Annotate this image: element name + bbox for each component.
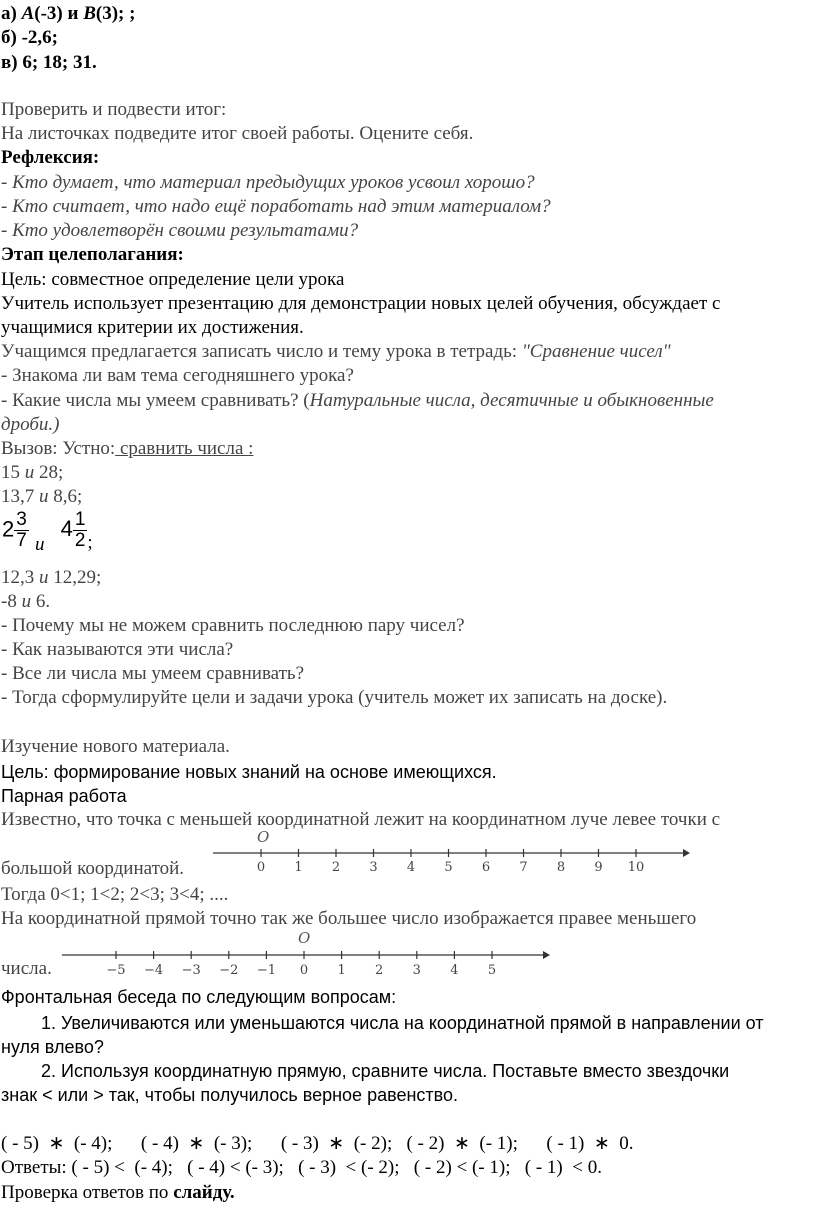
tick-label: 6: [481, 860, 491, 875]
tick-label: 0: [299, 963, 309, 978]
tick-label: 4: [450, 963, 459, 978]
pair-item: -8 и 6.: [1, 591, 51, 612]
teacher-line: учащимися критерии их достижения.: [1, 317, 304, 338]
tick-label: −4: [144, 963, 164, 978]
tick-label: 7: [519, 860, 528, 875]
tick-label: 5: [487, 963, 497, 978]
tick-label: 2: [331, 860, 341, 875]
check-title: Проверить и подвести итог:: [1, 99, 227, 120]
line-origin-label: O: [298, 929, 311, 947]
ray-origin-label: O: [257, 828, 270, 846]
tick-label: 1: [337, 963, 346, 978]
answer-c: в) 6; 18; 31.: [1, 52, 97, 73]
tick-label: 10: [627, 860, 645, 875]
known-line: Известно, что точка с меньшей координатной лежит на координатном луче левее точки с: [1, 809, 721, 830]
tick-label: 0: [256, 860, 266, 875]
frontal-title: Фронтальная беседа по следующим вопросам:: [1, 987, 397, 1007]
tick-label: −1: [256, 963, 276, 978]
answers-line: Ответы: ( - 5) < (- 4); ( - 4) < (- 3); ( - 3) < (- 2); ( - 2) < (- 1); ( - 1) < 0.: [1, 1157, 602, 1178]
answer-b: б) -2,6;: [1, 27, 58, 48]
frontal-question: 2. Используя координатную прямую, сравните числа. Поставьте вместо звездочки: [41, 1061, 730, 1081]
goal-stage-title: Этап целеполагания:: [1, 244, 184, 265]
pair-item: 12,3 и 12,29;: [1, 567, 102, 588]
goal-line: Цель: совместное определение цели урока: [1, 269, 345, 290]
frontal-question: нуля влево?: [1, 1037, 104, 1057]
check-text: На листочках подведите итог своей работы. Оцените себя.: [1, 123, 474, 144]
question-compare: - Какие числа мы умеем сравнивать? (Натуральные числа, десятичные и обыкновенные: [1, 390, 714, 411]
pair-item: 13,7 и 8,6;: [1, 486, 83, 507]
tick-label: 2: [375, 963, 384, 978]
question: - Все ли числа мы умеем сравнивать?: [1, 663, 305, 684]
reflection-item: - Кто считает, что надо ещё поработать над этим материалом?: [1, 196, 551, 217]
tick-label: −3: [181, 963, 201, 978]
question: - Почему мы не можем сравнить последнюю пару чисел?: [1, 615, 465, 636]
tick-label: 1: [294, 860, 303, 875]
tick-label: −2: [219, 963, 239, 978]
tick-label: 8: [556, 860, 566, 875]
reflection-item: - Кто удовлетворён своими результатами?: [1, 220, 359, 241]
teacher-line: Учитель использует презентацию для демонстрации новых целей обучения, обсуждает с: [1, 293, 721, 314]
check-slide-line: Проверка ответов по слайду.: [1, 1182, 235, 1203]
new-material-goal: Цель: формирование новых знаний на основе имеющихся.: [1, 762, 497, 782]
tick-label: 3: [369, 860, 378, 875]
question-compare-cont: дроби.): [1, 414, 60, 435]
answer-a: а) A(-3) и B(3); ;: [1, 3, 136, 24]
tick-label: 9: [594, 860, 603, 875]
question: - Как называются эти числа?: [1, 639, 234, 660]
then-line: Тогда 0<1; 1<2; 2<3; 3<4; ....: [1, 884, 229, 905]
line-text: На координатной прямой точно так же большее число изображается правее меньшего: [1, 908, 697, 929]
tick-label: −5: [106, 963, 126, 978]
line-text: числа.: [1, 958, 52, 979]
tick-label: 3: [412, 963, 421, 978]
frontal-question: знак < или > так, чтобы получилось верное равенство.: [1, 1085, 459, 1105]
coordinate-ray: [205, 826, 690, 876]
question-topic: - Знакома ли вам тема сегодняшнего урока?: [1, 365, 354, 386]
pair-item: 15 и 28;: [1, 462, 64, 483]
exercise-line: ( - 5) ∗ (- 4); ( - 4) ∗ (- 3); ( - 3) ∗ (- 2); ( - 2) ∗ (- 1); ( - 1) ∗ 0.: [1, 1133, 634, 1154]
new-material-title: Изучение нового материала.: [1, 736, 230, 757]
known-line: большой координатой.: [1, 858, 185, 879]
pair-work: Парная работа: [1, 786, 127, 806]
question: - Тогда сформулируйте цели и задачи урока (учитель может их записать на доске).: [1, 687, 668, 708]
tick-label: 5: [444, 860, 453, 875]
reflection-title: Рефлексия:: [1, 147, 100, 168]
call-line: Вызов: Устно: сравнить числа :: [1, 438, 254, 459]
frontal-question: 1. Увеличиваются или уменьшаются числа на координатной прямой в направлении от: [41, 1013, 764, 1033]
reflection-item: - Кто думает, что материал предыдущих уроков усвоил хорошо?: [1, 172, 535, 193]
students-line: Учащимся предлагается записать число и тему урока в тетрадь: "Сравнение чисел": [1, 341, 671, 362]
mixed-fractions: 2 $\frac{3}{7}$ и 4 $\frac{1}{2}$ ;: [2, 509, 93, 556]
coordinate-line: [60, 927, 550, 979]
tick-label: 4: [406, 860, 416, 875]
